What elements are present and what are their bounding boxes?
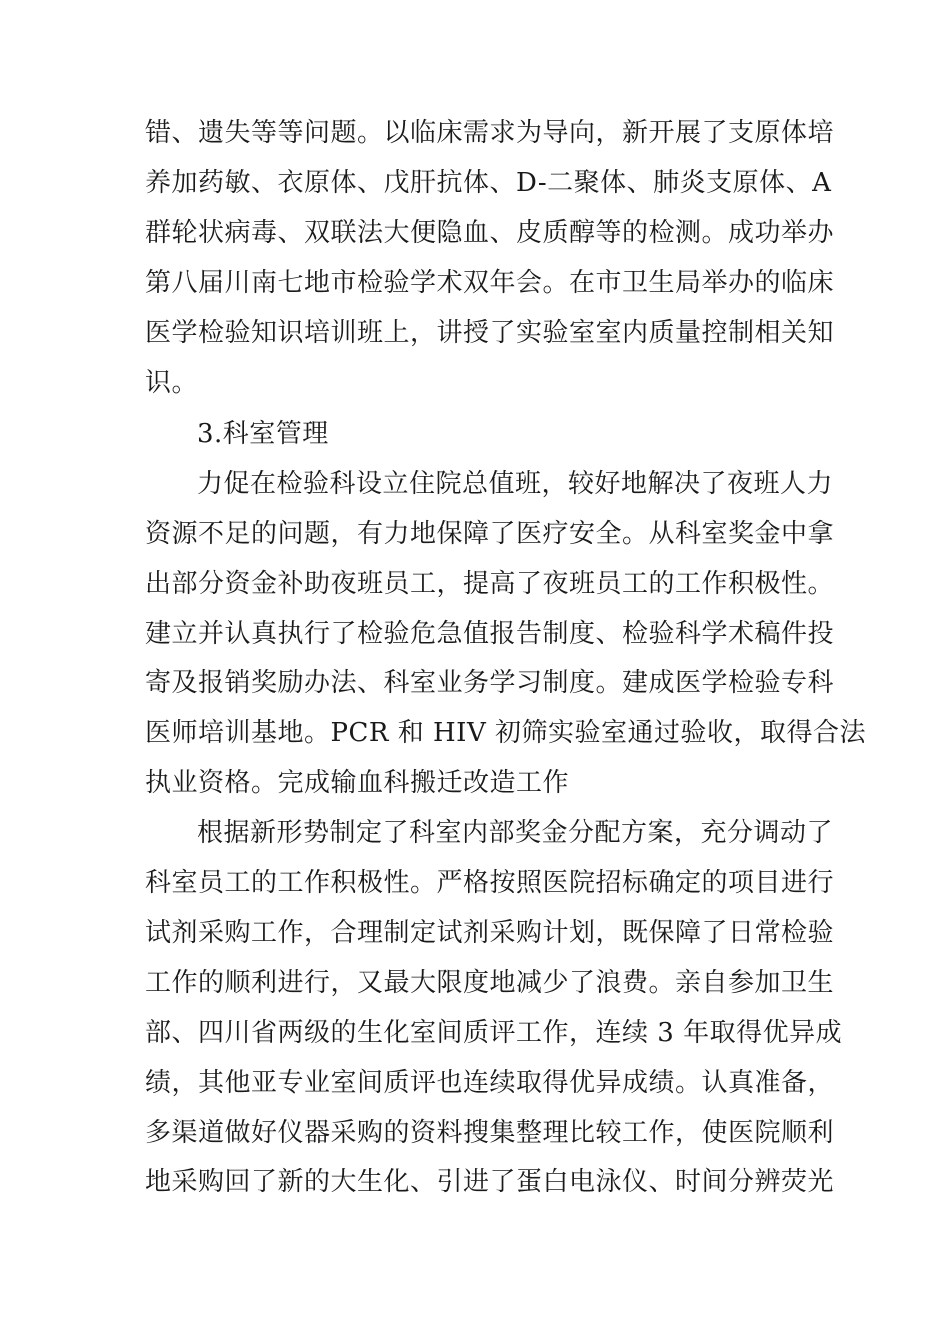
text-line: 医师培训基地。PCR 和 HIV 初筛实验室通过验收，取得合法: [145, 718, 866, 748]
text-line: 力促在检验科设立住院总值班，较好地解决了夜班人力: [197, 469, 834, 499]
text-line: 试剂采购工作，合理制定试剂采购计划，既保障了日常检验: [145, 918, 835, 948]
text-line: 建立并认真执行了检验危急值报告制度、检验科学术稿件投: [145, 619, 835, 649]
text-line: 错、遗失等等问题。以临床需求为导向，新开展了支原体培: [145, 118, 835, 148]
text-line: 群轮状病毒、双联法大便隐血、皮质醇等的检测。成功举办: [145, 218, 835, 248]
section-heading: 3.科室管理: [197, 419, 329, 449]
text-line: 出部分资金补助夜班员工，提高了夜班员工的工作积极性。: [145, 569, 835, 599]
text-line: 第八届川南七地市检验学术双年会。在市卫生局举办的临床: [145, 268, 835, 298]
text-line: 多渠道做好仪器采购的资料搜集整理比较工作，使医院顺利: [145, 1118, 835, 1148]
text-line: 工作的顺利进行，又最大限度地减少了浪费。亲自参加卫生: [145, 968, 835, 998]
text-line: 科室员工的工作积极性。严格按照医院招标确定的项目进行: [145, 868, 835, 898]
text-line: 资源不足的问题，有力地保障了医疗安全。从科室奖金中拿: [145, 519, 835, 549]
text-line: 识。: [145, 368, 199, 398]
text-line: 执业资格。完成输血科搬迁改造工作: [145, 768, 570, 798]
text-line: 养加药敏、衣原体、戊肝抗体、D-二聚体、肺炎支原体、A: [145, 168, 832, 198]
text-line: 根据新形势制定了科室内部奖金分配方案，充分调动了: [197, 818, 834, 848]
text-line: 寄及报销奖励办法、科室业务学习制度。建成医学检验专科: [145, 668, 835, 698]
text-line: 地采购回了新的大生化、引进了蛋白电泳仪、时间分辨荧光: [145, 1167, 835, 1197]
text-line: 部、四川省两级的生化室间质评工作，连续 3 年取得优异成: [145, 1018, 843, 1048]
text-line: 绩，其他亚专业室间质评也连续取得优异成绩。认真准备，: [145, 1068, 835, 1098]
text-line: 医学检验知识培训班上，讲授了实验室室内质量控制相关知: [145, 318, 835, 348]
